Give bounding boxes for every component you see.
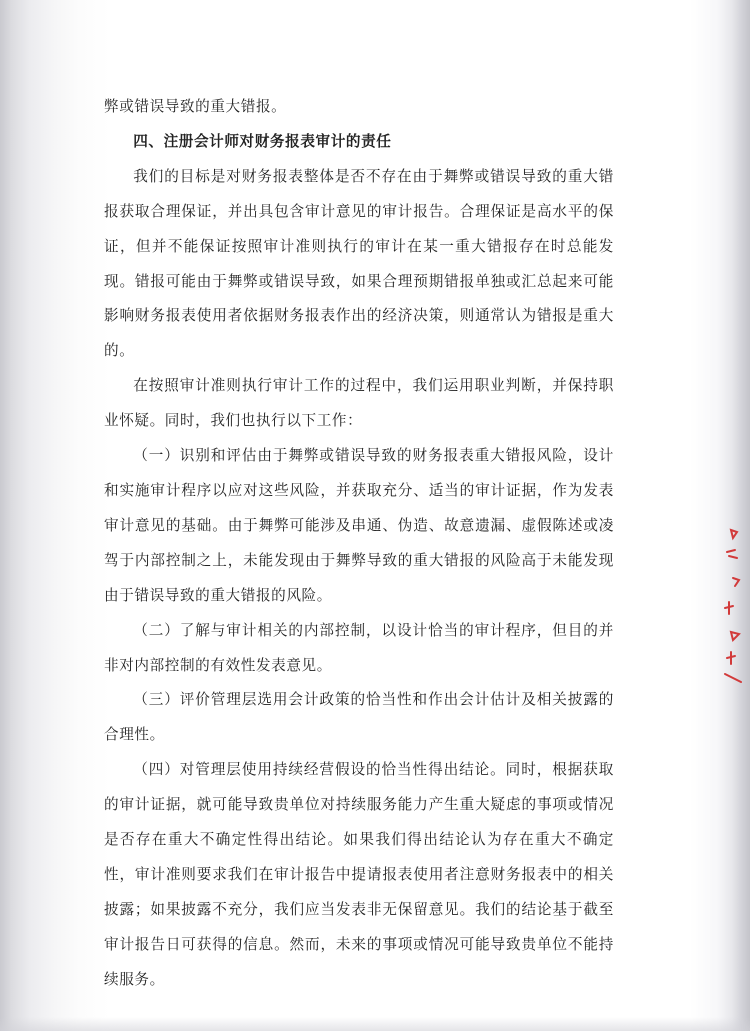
document-body xyxy=(104,90,614,998)
stamp-mark xyxy=(733,578,739,586)
paragraph-objective: 我们的目标是对财务报表整体是否不存在由于舞弊或错误导致的重大错报获取合理保证，并出具包含审计意见的审计报告。合理保证是高水平的保证，但并不能保证按照审计准则执行的审计在某一重大错报存在时总能发现。错报可能由于舞弊或错误导致，如果合理预期错报单独或汇总起来可能影响财务报表使用者依据财务报表作出的经济决策，则通常认为错报是重大的。 xyxy=(104,167,614,360)
stamp-mark xyxy=(731,530,737,538)
stamp-mark xyxy=(727,550,737,558)
section-heading: 四、注册会计师对财务报表审计的责任 xyxy=(133,132,392,150)
stamp-mark xyxy=(731,632,739,640)
paragraph-item-1: （一）识别和评估由于舞弊或错误导致的财务报表重大错报风险，设计和实施审计程序以应对这些风险，并获取充分、适当的审计证据，作为发表审计意见的基础。由于舞弊可能涉及串通、伪造、故意遗漏、虚假陈述或凌驾于内部控制之上，未能发现由于舞弊导致的重大错报的风险高于未能发现由于错误导致的重大错报的风险。 xyxy=(104,447,614,604)
paragraph-continuation: 弊或错误导致的重大错报。 xyxy=(104,98,287,115)
bottom-edge-shadow xyxy=(0,1017,750,1031)
stamp-mark xyxy=(725,674,741,682)
paragraph-item-3: （三）评价管理层选用会计政策的恰当性和作出会计估计及相关披露的合理性。 xyxy=(104,691,614,744)
paragraph-process: 在按照审计准则执行审计工作的过程中，我们运用职业判断，并保持职业怀疑。同时，我们也执行以下工作： xyxy=(104,377,614,430)
paragraph-item-4: （四）对管理层使用持续经营假设的恰当性得出结论。同时，根据获取的审计证据，就可能导致贵单位对持续服务能力产生重大疑虑的事项或情况是否存在重大不确定性得出结论。如果我们得出结论认为存在重大不确定性，审计准则要求我们在审计报告中提请报表使用者注意财务报表中的相关披露；如果披露不充分，我们应当发表非无保留意见。我们的结论基于截至审计报告日可获得的信息。然而，未来的事项或情况可能导致贵单位不能持续服务。 xyxy=(104,761,614,988)
stamp-mark xyxy=(725,602,733,614)
stamp-mark xyxy=(727,652,735,664)
seal-stamp-fragment xyxy=(719,522,749,690)
paragraph-item-2: （二）了解与审计相关的内部控制，以设计恰当的审计程序，但目的并非对内部控制的有效性发表意见。 xyxy=(104,621,614,674)
